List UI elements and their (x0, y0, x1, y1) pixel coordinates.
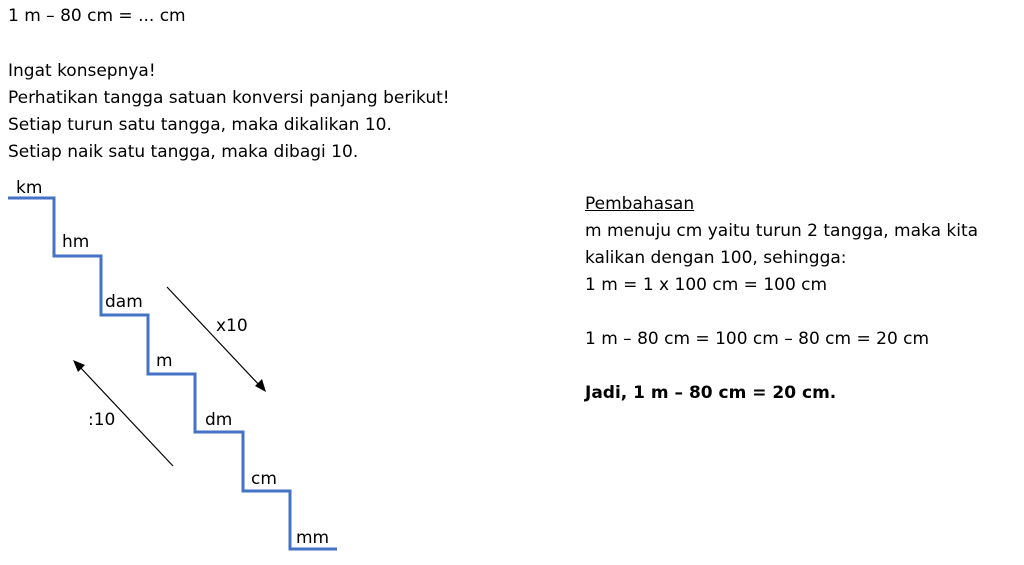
intro-line-4: Setiap naik satu tangga, maka dibagi 10. (8, 142, 359, 162)
multiply-label: x10 (216, 316, 248, 336)
solution-line-4: 1 m – 80 cm = 100 cm – 80 cm = 20 cm (585, 329, 930, 349)
intro-line-3: Setiap turun satu tangga, maka dikalikan 10. (8, 115, 392, 135)
unit-label-hm: hm (62, 232, 90, 252)
solution-heading: Pembahasan (585, 194, 695, 214)
unit-label-m: m (156, 351, 173, 371)
solution-line-1: m menuju cm yaitu turun 2 tangga, maka kita (585, 221, 979, 241)
multiply-arrowhead-icon (255, 379, 266, 392)
unit-label-cm: cm (251, 469, 277, 489)
unit-label-dam: dam (105, 292, 143, 312)
multiply-arrow-line (167, 287, 261, 387)
solution-line-2: kalikan dengan 100, sehingga: (585, 248, 847, 268)
unit-label-mm: mm (296, 528, 330, 548)
unit-label-dm: dm (205, 410, 233, 430)
intro-line-2: Perhatikan tangga satuan konversi panjang berikut! (8, 88, 450, 108)
intro-line-1: Ingat konsepnya! (8, 61, 156, 81)
divide-label: :10 (88, 410, 116, 430)
solution-conclusion: Jadi, 1 m – 80 cm = 20 cm. (585, 383, 837, 403)
staircase-line (8, 198, 337, 549)
unit-label-km: km (16, 178, 43, 198)
solution-line-3: 1 m = 1 x 100 cm = 100 cm (585, 275, 828, 295)
question-text: 1 m – 80 cm = ... cm (8, 6, 186, 26)
